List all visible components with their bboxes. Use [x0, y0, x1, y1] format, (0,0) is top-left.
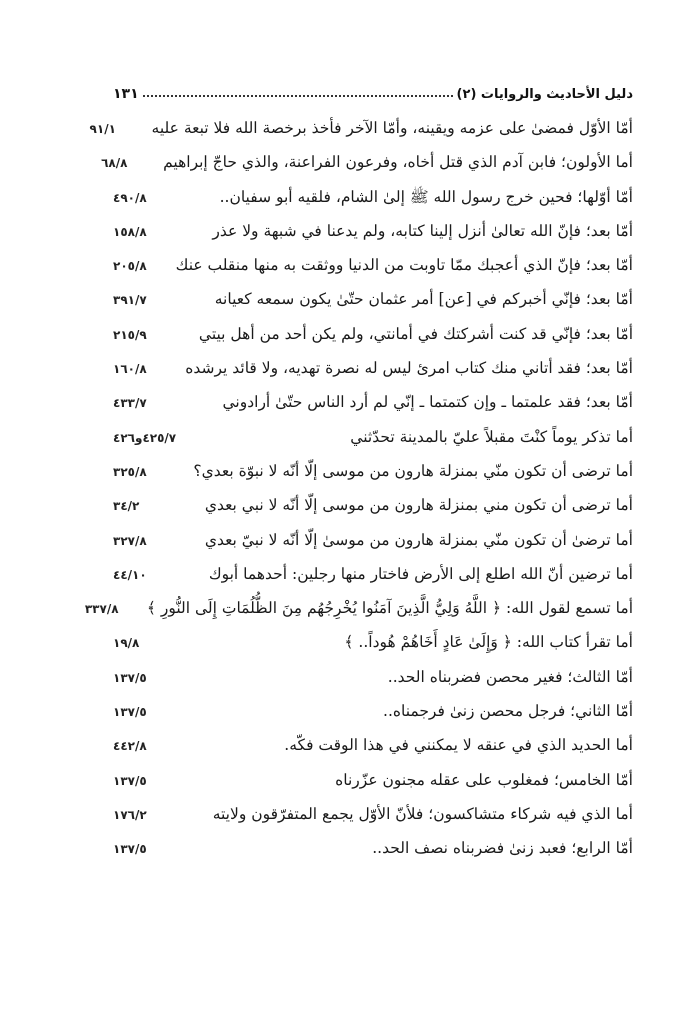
entry-text: أما ترضىٰ أن تكون منّي بمنزلة هارون من موسىٰ إلّا أنّه لا نبيّ بعدي	[204, 530, 633, 549]
entry-text: أمّا الثاني؛ فرجل محصن زنىٰ فرجمناه..	[383, 702, 633, 721]
entry-text: أمّا الخامس؛ فمغلوب على عقله مجنون عزّرناه	[335, 770, 633, 789]
entry-reference: ٣٤/٢	[113, 499, 140, 514]
index-entry	[113, 392, 633, 426]
entry-text: أمّا بعد؛ فإنّي قد كنت أشركتك في أمانتي، ولم يكن أحد من أهل بيتي	[198, 324, 633, 343]
entry-reference: ١٥٨/٨	[113, 224, 147, 239]
entry-reference: ٦٨/٨	[101, 156, 128, 171]
entry-text: أما ترضى أن تكون مني بمنزلة هارون من موسى إلّا أنّه لا نبي بعدي	[204, 496, 633, 515]
entry-reference: ١٦٠/٨	[113, 362, 147, 377]
entry-reference: ٤٤٢/٨	[113, 739, 147, 754]
index-entry	[113, 632, 633, 666]
entry-reference: ٣٢٧/٨	[113, 533, 147, 548]
entry-text: أما ترضين أنّ الله اطلع إلى الأرض فاختار منها رجلين: أحدهما أبوك	[208, 564, 633, 583]
entry-reference: ١٧٦/٢	[113, 807, 147, 822]
index-entry	[113, 564, 633, 598]
index-entry	[113, 187, 633, 221]
index-entry	[113, 804, 633, 838]
running-header	[113, 80, 633, 102]
index-entry	[113, 838, 633, 872]
index-entry	[84, 598, 633, 632]
index-entry	[113, 289, 633, 323]
entry-reference: ٣٩١/٧	[113, 293, 147, 308]
entry-reference: ٤٣٣/٧	[113, 396, 147, 411]
entry-reference: ١٣٧/٥	[113, 842, 147, 857]
index-entry	[113, 701, 633, 735]
dotted-leader	[143, 94, 453, 97]
entry-reference: ٤٢٥/٧و٤٢٦	[113, 430, 177, 445]
index-entry	[113, 530, 633, 564]
index-entry	[113, 735, 633, 769]
entry-text: أما الذي فيه شركاء متشاكسون؛ فلأنّ الأوّل يجمع المتفرّقون ولايته	[212, 804, 633, 823]
entry-reference: ٢١٥/٩	[113, 327, 147, 342]
index-entry	[113, 461, 633, 495]
index-entries	[84, 118, 633, 873]
entry-text: أمّا بعد؛ فإنّ الذي أعجبك ممّا تاوبت من الدنيا ووثقت به منها منقلب عنك	[175, 256, 633, 275]
entry-text: أمّا بعد؛ فقد أتاني منك كتاب امرئ ليس له نصرة تهديه، ولا قائد يرشده	[185, 359, 633, 378]
book-title: دليل الأحاديث والروايات (٢)	[456, 87, 633, 102]
entry-reference: ٩١/١	[89, 122, 116, 136]
page-number: ١٣١	[113, 86, 139, 102]
index-entry	[89, 118, 633, 152]
entry-text: أما الأولون؛ فابن آدم الذي قتل أخاه، وفرعون الفراعنة، والذي حاجّ إبراهيم	[163, 153, 633, 172]
index-entry	[113, 667, 633, 701]
entry-reference: ١٣٧/٥	[113, 670, 147, 685]
index-entry	[113, 495, 633, 529]
index-entry	[113, 427, 633, 461]
entry-reference: ٤٤/١٠	[113, 567, 147, 582]
entry-text: أما الحديد الذي في عنقه لا يمكنني في هذا الوقت فكّه.	[284, 736, 633, 755]
entry-reference: ١٣٧/٥	[113, 773, 147, 788]
index-entry	[113, 324, 633, 358]
entry-text: أما تذكر يوماً كنْتَ مقبلاً عليّ بالمدينة تحدّثني	[350, 427, 633, 446]
entry-text: أمّا أوّلها؛ فحين خرج رسول الله ﷺ إلىٰ الشام، فلقيه أبو سفيان..	[219, 187, 633, 206]
index-entry	[113, 358, 633, 392]
index-entry	[113, 255, 633, 289]
entry-reference: ٢٠٥/٨	[113, 259, 147, 274]
entry-text: أمّا بعد؛ فقد علمتما ـ وإن كتمتما ـ إنّي لم أرد الناس حتّىٰ أرادوني	[222, 393, 633, 412]
index-entry	[101, 152, 633, 186]
entry-reference: ٣٢٥/٨	[113, 464, 147, 479]
index-entry	[113, 221, 633, 255]
entry-text: أمّا بعد؛ فإنّي أخبركم في [عن] أمر عثمان حتّىٰ يكون سمعه كعيانه	[214, 290, 633, 309]
index-entry	[113, 770, 633, 804]
entry-reference: ١٩/٨	[113, 636, 140, 651]
entry-text: أمّا الثالث؛ فغير محصن فضربناه الحد..	[387, 667, 633, 686]
entry-reference: ٤٩٠/٨	[113, 190, 147, 205]
entry-reference: ١٣٧/٥	[113, 705, 147, 720]
entry-text: أما تسمع لقول الله: ﴿ اللَّهُ وَلِيُّ الَّذِينَ آمَنُوا يُخْرِجُهُم مِنَ الظُّلُمَاتِ إِلَى النُّورِ ﴾	[146, 599, 633, 618]
entry-text: أما ترضى أن تكون منّي بمنزلة هارون من موسى إلّا أنّه لا نبوّة بعدي؟	[193, 461, 633, 480]
entry-text: أمّا الرابع؛ فعبد زنىٰ فضربناه نصف الحد..	[372, 839, 633, 858]
entry-reference: ٣٣٧/٨	[84, 602, 119, 617]
entry-text: أمّا الأوّل فمضىٰ على عزمه ويقينه، وأمّا الآخر فأخذ برخصة الله فلا تبعة عليه	[151, 119, 633, 137]
entry-text: أمّا بعد؛ فإنّ الله تعالىٰ أنزل إلينا كتابه، ولم يدعنا في شبهة ولا عذر	[212, 221, 633, 240]
entry-text: أما تقرأ كتاب الله: ﴿ وَإِلَىٰ عَادٍ أَخَاهُمْ هُوداً.. ﴾	[344, 633, 633, 652]
